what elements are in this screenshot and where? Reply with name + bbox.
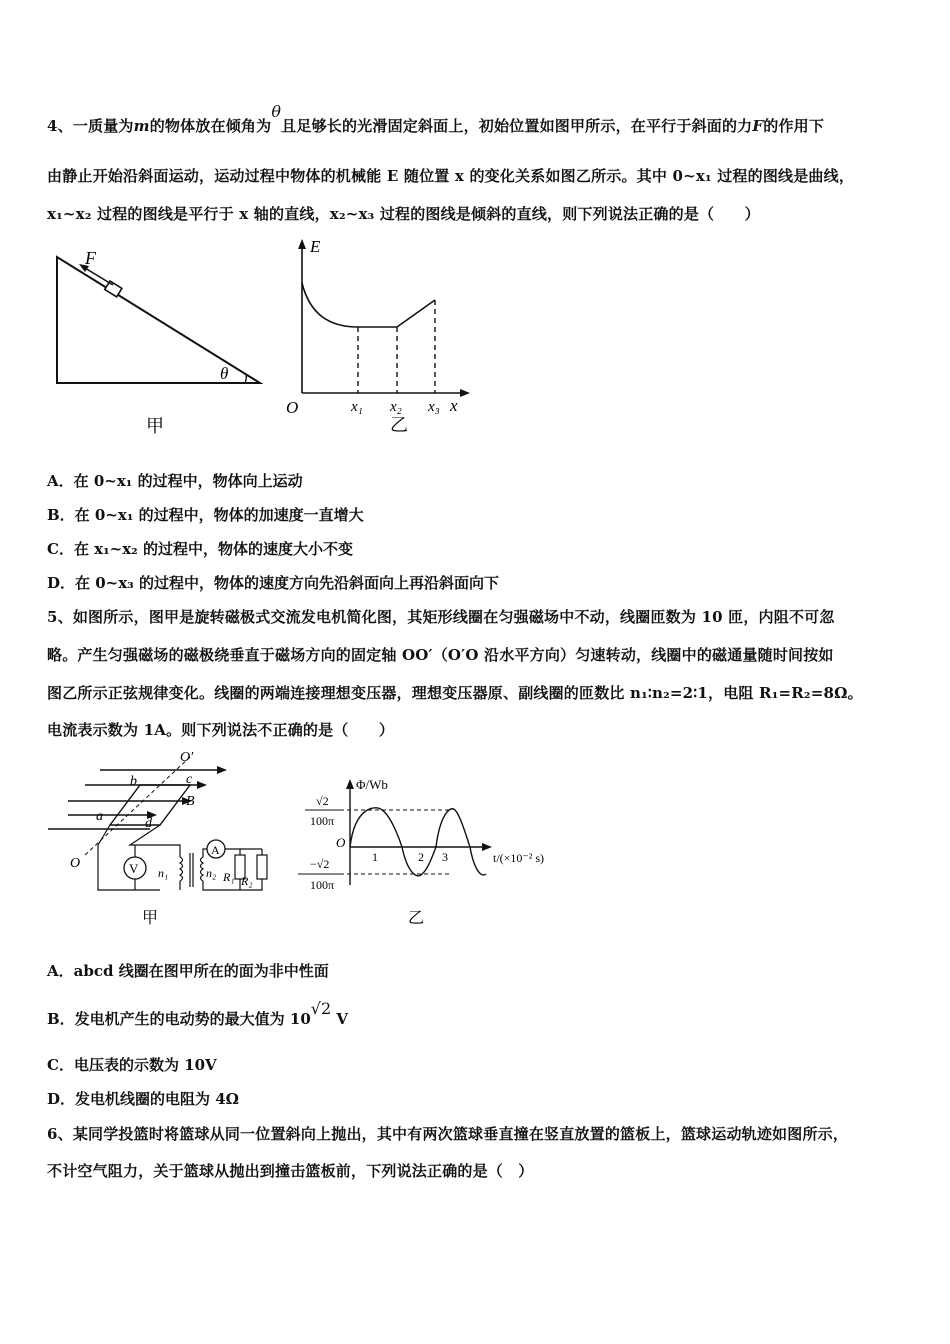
label-a: a <box>96 809 103 824</box>
q4-line-1 <box>47 102 825 136</box>
tick-x3: x₃ <box>428 399 440 415</box>
neg-denominator: 100π <box>310 878 335 892</box>
tick-x2: x₂ <box>390 399 402 415</box>
q5-option-b-unit: V <box>336 1010 349 1028</box>
q5-option-a[interactable]: A．abcd 线圈在图甲所在的面为非中性面 <box>47 962 329 980</box>
angle-label: θ <box>220 364 229 383</box>
x-axis-arrow <box>460 389 470 397</box>
tick-2: 2 <box>418 850 424 864</box>
q6-line-2: 不计空气阻力，关于篮球从抛出到撞击篮板前，下列说法正确的是（ ） <box>47 1162 534 1180</box>
y-axis-label: Φ/Wb <box>356 777 388 792</box>
origin-label: O <box>336 835 346 850</box>
q4-option-b[interactable]: B．在 0~x₁ 的过程中，物体的加速度一直增大 <box>47 506 364 524</box>
peak-numerator: √2 <box>316 794 329 808</box>
angle-arc <box>245 374 246 383</box>
label-O-prime: O′ <box>180 750 194 765</box>
secondary-coil <box>201 857 204 881</box>
primary-coil <box>180 857 183 881</box>
q5-figure-flux-graph <box>290 775 580 935</box>
q5-option-d[interactable]: D．发电机线圈的电阻为 4Ω <box>47 1090 240 1108</box>
label-b: b <box>130 774 137 789</box>
label-V: V <box>129 861 139 876</box>
label-A: A <box>211 843 220 857</box>
q5-figure-generator <box>40 745 280 935</box>
y-axis-arrow <box>346 779 354 789</box>
caption-yi: 乙 <box>390 415 408 435</box>
y-axis-arrow <box>298 239 306 249</box>
resistor-R2 <box>257 855 267 879</box>
q4-option-a[interactable]: A．在 0~x₁ 的过程中，物体向上运动 <box>47 472 303 490</box>
tick-x1: x₁ <box>351 399 363 415</box>
q4-line-3: x₁~x₂ 过程的图线是平行于 x 轴的直线，x₂~x₃ 过程的图线是倾斜的直线，则下列说法正确的是（ ） <box>47 205 760 223</box>
label-O: O <box>70 856 81 871</box>
q4-figure-energy-graph <box>280 235 480 440</box>
y-axis-label: E <box>310 237 321 256</box>
incline-triangle <box>57 257 260 383</box>
tick-1: 1 <box>372 850 378 864</box>
origin-label: O <box>286 398 299 417</box>
q5-line-3: 图乙所示正弦规律变化。线圈的两端连接理想变压器，理想变压器原、副线圈的匝数比 n₁∶n₂=2∶1，电阻 R₁=R₂=8Ω。 <box>47 684 863 702</box>
tick-3: 3 <box>442 850 448 864</box>
q4-figure-incline <box>45 245 275 445</box>
energy-curve <box>302 283 435 327</box>
q4-mass: m <box>133 117 150 135</box>
peak-denominator: 100π <box>310 814 335 828</box>
lead-right <box>130 825 180 857</box>
q5-option-b-text: B．发电机产生的电动势的最大值为 10 <box>47 1010 311 1028</box>
x-axis-label: x <box>450 396 458 415</box>
block-icon <box>105 281 122 297</box>
sqrt-two: √2 <box>310 999 332 1018</box>
x-axis-label: t/(×10⁻² s) <box>493 851 545 865</box>
label-B: B <box>186 794 195 809</box>
q5-option-b[interactable] <box>47 999 349 1029</box>
label-n1: n₁ <box>158 866 169 880</box>
q5-option-c[interactable]: C．电压表的示数为 10V <box>47 1056 217 1074</box>
q4-text: 且足够长的光滑固定斜面上，初始位置如图甲所示，在平行于斜面的力 <box>281 117 753 135</box>
q4-line-2: 由静止开始沿斜面运动，运动过程中物体的机械能 E 随位置 x 的变化关系如图乙所示。其中 0~x₁ 过程的图线是曲线， <box>47 167 855 185</box>
q4-text: 4、一质量为 <box>47 117 134 135</box>
q5-line-4: 电流表示数为 1A。则下列说法不正确的是（ ） <box>47 721 395 739</box>
label-n2: n₂ <box>206 866 217 880</box>
label-R2: R₂ <box>241 874 253 888</box>
q4-option-d[interactable]: D．在 0~x₃ 的过程中，物体的速度方向先沿斜面向上再沿斜面向下 <box>47 574 499 592</box>
caption-jia: 甲 <box>146 416 164 436</box>
q5-line-1: 5、如图所示，图甲是旋转磁极式交流发电机简化图，其矩形线圈在匀强磁场中不动，线圈匝数为 10 匝，内阻不可忽 <box>47 608 835 626</box>
caption-yi: 乙 <box>408 910 425 927</box>
q6-line-1: 6、某同学投篮时将篮球从同一位置斜向上抛出，其中有两次篮球垂直撞在竖直放置的篮板上，篮球运动轨迹如图所示， <box>47 1125 849 1143</box>
q4-force: F <box>752 117 764 135</box>
label-c: c <box>186 772 193 787</box>
x-axis-arrow <box>482 843 492 851</box>
q4-text: 的物体放在倾角为 <box>149 117 272 135</box>
label-R1: R₁ <box>223 870 235 884</box>
q5-line-2: 略。产生匀强磁场的磁极绕垂直于磁场方向的固定轴 OO′（O′O 沿水平方向）匀速转动，线圈中的磁通量随时间按如 <box>47 646 834 664</box>
flux-sine-curve <box>350 808 486 876</box>
label-d: d <box>145 816 152 831</box>
q4-option-c[interactable]: C．在 x₁~x₂ 的过程中，物体的速度大小不变 <box>47 540 353 558</box>
q4-theta: θ <box>271 102 282 121</box>
q4-text: 的作用下 <box>763 117 825 135</box>
caption-jia: 甲 <box>142 910 159 927</box>
force-label: F <box>85 248 96 268</box>
neg-numerator: −√2 <box>310 857 330 871</box>
